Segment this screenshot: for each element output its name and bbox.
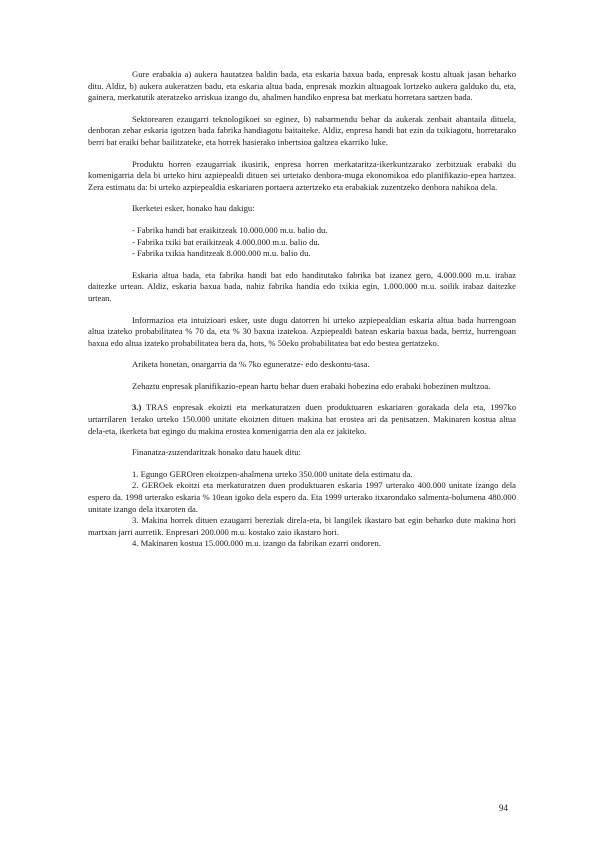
exercise-text: TRAS enpresak ekoizti eta merkaturatzen duen produktuaren eskariaren gorakada dela eta, 1997ko urtarrilaren 1erako urteko 150.000 unitate ekoizten dituen makina bat erostea ari da pentsatzen. Makinaren kostua altua dela-eta, ikerketa bat egingo du makina erostea komenigarria den ala ez jakiteko. <box>88 402 516 436</box>
paragraph-7: Ariketa honetan, onargarria da % 7ko eguneratze- edo deskontu-tasa. <box>132 359 370 370</box>
list-item: 1. Egungo GEROren ekoizpen-ahalmena urteko 350.000 unitate dela estimatu da. <box>132 468 413 479</box>
list-item: - Fabrika handi bat eraikitzeak 10.000.000 m.u. balio du. <box>132 224 328 235</box>
exercise-3 <box>88 402 516 437</box>
page-number: 94 <box>499 803 508 813</box>
list-item: 3. Makina horrek dituen ezaugarri bereziak direla-eta, bi langilek ikastaro bat egin beharko dute makina hori martxan jarri aurretik. Enpresari 200.000 m.u. kostako zaio ikastaro hori. <box>88 515 516 537</box>
list-item: - Fabrika txikia handitzeak 8.000.000 m.u. balio du. <box>132 248 311 259</box>
paragraph-3: Produktu horren ezaugarriak ikusirik, enpresa horren merkataritza-ikerkuntzarako zerbitzuak erabaki du komenigarria dela bi urteko hiru azpiepealdi dituen sei urtetako denbora-muga ekonomikoa edo planifikazio-epea hartzea. Zera estimatu da: bi urteko azpiepealdia eskariaren portaera aztertzeko eta erabakiak zuzentzeko denbora nahikoa dela. <box>88 158 516 192</box>
paragraph-10: Finanatza-zuzendaritzak honako datu hauek ditu: <box>132 447 301 458</box>
paragraph-6: Informazioa eta intuizioari esker, uste dugu datorren bi urteko azpiepealdian eskaria altua bada hurrengoan altua izateko probabilitatea % 70 da, eta % 30 baxua izatekoa. Azpiepealdi batean eskaria baxua bada, berriz, hurrengoan baxua edo altua izateko probabilitatea bera da, hots, % 50eko probabilitatea bat edo bestea gertatzeko. <box>88 314 516 348</box>
list-item: 4. Makinaren kostua 15.000.000 m.u. izango da fabrikan ezarri ondoren. <box>132 538 381 549</box>
paragraph-8: Zehaztu enpresak planifikazio-epean hartu behar duen erabaki hobezina edo erabaki hobezinen multzoa. <box>132 380 491 391</box>
list-item: 2. GEROek ekoitzi eta merkaturatzen duen produktuaren eskaria 1997 urterako 400.000 unitate izango dela espero da. 1998 urterako eskaria % 10ean igoko dela espero da. Eta 1999 urterako itxarondako salmenta-bolumena 480.000 unitate izango dela itxaroten da. <box>88 480 516 514</box>
data-list <box>88 469 516 550</box>
exercise-number: 3.) <box>132 402 142 413</box>
paragraph-4: Ikerketei esker, honako hau dakigu: <box>132 203 255 214</box>
list-item: - Fabrika txiki bat eraikitzeak 4.000.000 m.u. balio du. <box>132 236 320 247</box>
cost-list <box>88 225 516 260</box>
paragraph-1: Gure erabakia a) aukera hautatzea baldin bada, eta eskaria baxua bada, enpresak kostu altuak jasan beharko ditu. Aldiz, b) aukera aukeratzen badu, eta eskaria altua bada, enpresak mozkin altuagoak lortzeko aukera galduko du, eta, gainera, merkatutik ateratzeko arriskua izango du, ahalmen handiko enpresa bat merkatu horretara sartzen bada. <box>88 69 516 103</box>
body-text <box>88 69 516 550</box>
paragraph-2: Sektorearen ezaugarri teknologikoei so eginez, b) nabarmendu behar da aukerak zenbait abantaila dituela, denboran zehar eskaria igotzen bada fabrika handiagotu baitaiteke. Aldiz, enpresa handi bat ezin da txikiagotu, horretarako berri bat eraiki behar bailitzateke, eta horrek hasierako inbertsioa galtzea ekarriko luke. <box>88 113 516 147</box>
paragraph-5: Eskaria altua bada, eta fabrika handi bat edo handitutako fabrika bat izanez gero, 4.000.000 m.u. irabaz daitezke urtean. Aldiz, eskaria baxua bada, nahiz fabrika handia edo txikia egin, 1.000.000 m.u. soilik irabaz daitezke urtean. <box>88 269 516 303</box>
